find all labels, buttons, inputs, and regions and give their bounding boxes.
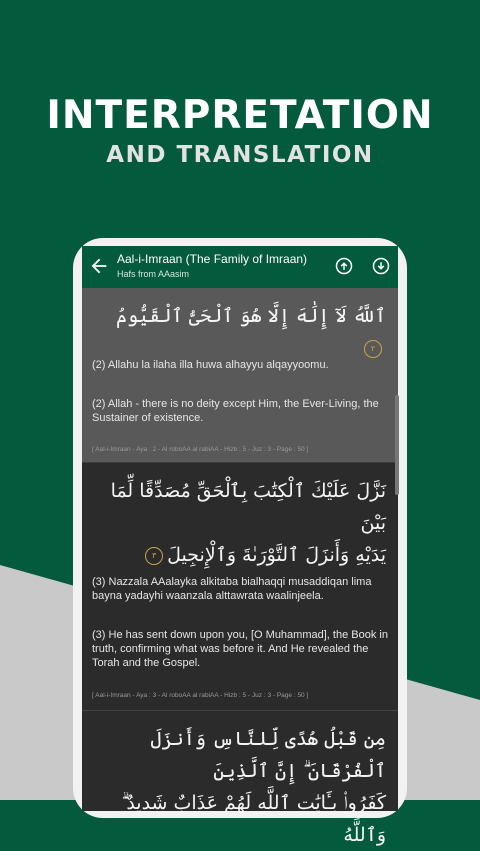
headline-subtitle: AND TRANSLATION	[106, 142, 374, 168]
verse-transliteration: (2) Allahu la ilaha illa huwa alhayyu alqayyoomu.	[92, 359, 329, 371]
arabic-line: مِن قَبْلُ هُدًى لِّلنَّاسِ وَأَنزَلَ ٱلْفُرْقَانَ ۗ إِنَّ ٱلَّذِينَ	[150, 728, 386, 782]
arrow-back-icon[interactable]	[88, 255, 110, 277]
verse-arabic-text	[82, 300, 398, 364]
arabic-line-with-marker	[94, 539, 386, 571]
surah-title: Aal-i-Imraan (The Family of Imraan)	[117, 252, 308, 266]
verse-metadata: [ Aal-i-Imraan - Aya : 3 - Al roboAA al rabiAA - Hizb : 5 - Juz : 3 - Page : 50 ]	[92, 692, 309, 699]
verse-metadata: [ Aal-i-Imraan - Aya : 2 - Al roboAA al rabiAA - Hizb : 5 - Juz : 3 - Page : 50 ]	[92, 446, 309, 453]
verse-translation: (2) Allah - there is no deity except Him, the Ever-Living, the Sustainer of existence.	[92, 398, 379, 424]
verse-item-3[interactable]	[82, 462, 398, 711]
arabic-line: يَدَيْهِ وَأَنزَلَ ٱلتَّوْرَىٰةَ وَٱلْإِنجِيلَ	[167, 544, 386, 566]
verse-arabic-text	[82, 475, 398, 571]
phone-screen	[82, 246, 398, 846]
verse-transliteration: (3) Nazzala AAalayka alkitaba bialhaqqi musaddiqan lima bayna yadayhi waanzala alttawrata waalinjeela.	[92, 576, 372, 602]
app-bar	[82, 246, 398, 288]
arabic-line: نَزَّلَ عَلَيْكَ ٱلْكِتَٰبَ بِٱلْحَقِّ مُصَدِّقًا لِّمَا بَيْنَ	[110, 480, 386, 534]
headline-title: INTERPRETATION	[46, 93, 434, 138]
arrow-up-circle-icon[interactable]	[335, 257, 353, 275]
verse-arabic-text	[82, 723, 398, 851]
promo-headline	[0, 92, 480, 170]
verse-item-2[interactable]	[82, 288, 398, 462]
ayah-number-marker: ٣	[145, 547, 163, 565]
recitation-subtitle: Hafs from AAasim	[117, 269, 190, 279]
verse-item-4[interactable]	[82, 710, 398, 846]
arabic-line: كَفَرُوا۟ بِـَٔايَٰتِ ٱللَّهِ لَهُمْ عَذَابٌ شَدِيدٌ ۗ وَٱللَّهُ	[121, 792, 386, 846]
scrollbar[interactable]	[395, 395, 399, 495]
arrow-down-circle-icon[interactable]	[372, 257, 390, 275]
arabic-line: ٱللَّهُ لَآ إِلَٰهَ إِلَّا هُوَ ٱلْحَىُّ ٱلْقَيُّومُ	[115, 305, 386, 327]
verse-translation: (3) He has sent down upon you, [O Muhammad], the Book in truth, confirming what was before it. And He revealed the Torah and the Gospel.	[92, 629, 388, 669]
ayah-number-marker: ٢	[364, 340, 382, 358]
